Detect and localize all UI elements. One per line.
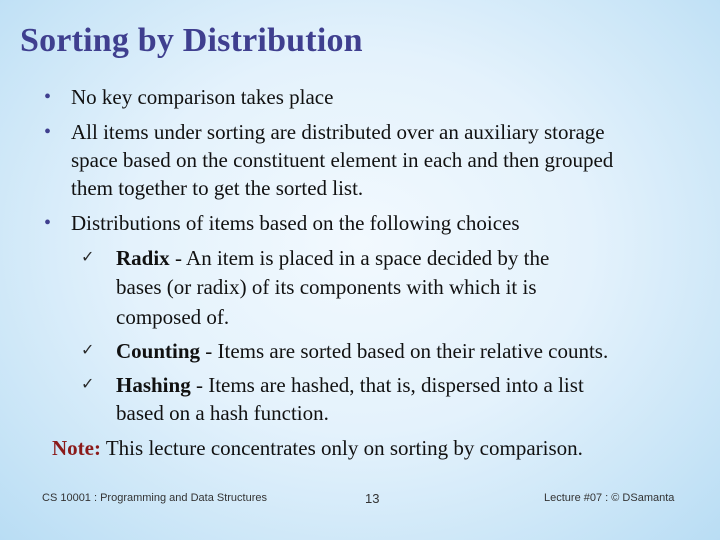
checkmark-icon: ✓ bbox=[81, 249, 95, 266]
bullet-text: space based on the constituent element in each and then grouped bbox=[71, 148, 614, 172]
choice-text: bases (or radix) of its components with which it is bbox=[116, 275, 537, 299]
checkmark-icon: ✓ bbox=[81, 342, 95, 359]
bullet-text: them together to get the sorted list. bbox=[71, 176, 364, 200]
footer-course: CS 10001 : Programming and Data Structures bbox=[42, 492, 268, 504]
footer-page-number: 13 bbox=[365, 491, 380, 506]
choice-counting bbox=[116, 339, 608, 363]
bullet-icon: • bbox=[44, 121, 52, 143]
checkmark-icon: ✓ bbox=[81, 376, 95, 393]
choice-term: Radix bbox=[116, 246, 170, 270]
choice-text: - Items are sorted based on their relative counts. bbox=[200, 339, 609, 363]
bullet-text: No key comparison takes place bbox=[71, 85, 334, 109]
note-label: Note: bbox=[52, 436, 101, 460]
choice-term: Hashing bbox=[116, 373, 191, 397]
bullet-icon: • bbox=[44, 212, 52, 234]
choice-radix bbox=[116, 246, 549, 270]
choice-text: composed of. bbox=[116, 305, 230, 329]
note-text: This lecture concentrates only on sorting by comparison. bbox=[100, 436, 583, 460]
choice-text: based on a hash function. bbox=[116, 401, 329, 425]
footer-lecture: Lecture #07 : © DSamanta bbox=[544, 492, 675, 504]
choice-text: - An item is placed in a space decided by the bbox=[169, 246, 550, 270]
choice-text: - Items are hashed, that is, dispersed into a list bbox=[190, 373, 584, 397]
slide-title: Sorting by Distribution bbox=[20, 22, 363, 59]
choice-term: Counting bbox=[116, 339, 201, 363]
bullet-text: Distributions of items based on the following choices bbox=[71, 211, 520, 235]
bullet-icon: • bbox=[44, 86, 52, 108]
choice-hashing bbox=[116, 373, 584, 397]
bullet-text: All items under sorting are distributed over an auxiliary storage bbox=[71, 120, 605, 144]
note bbox=[52, 436, 583, 460]
